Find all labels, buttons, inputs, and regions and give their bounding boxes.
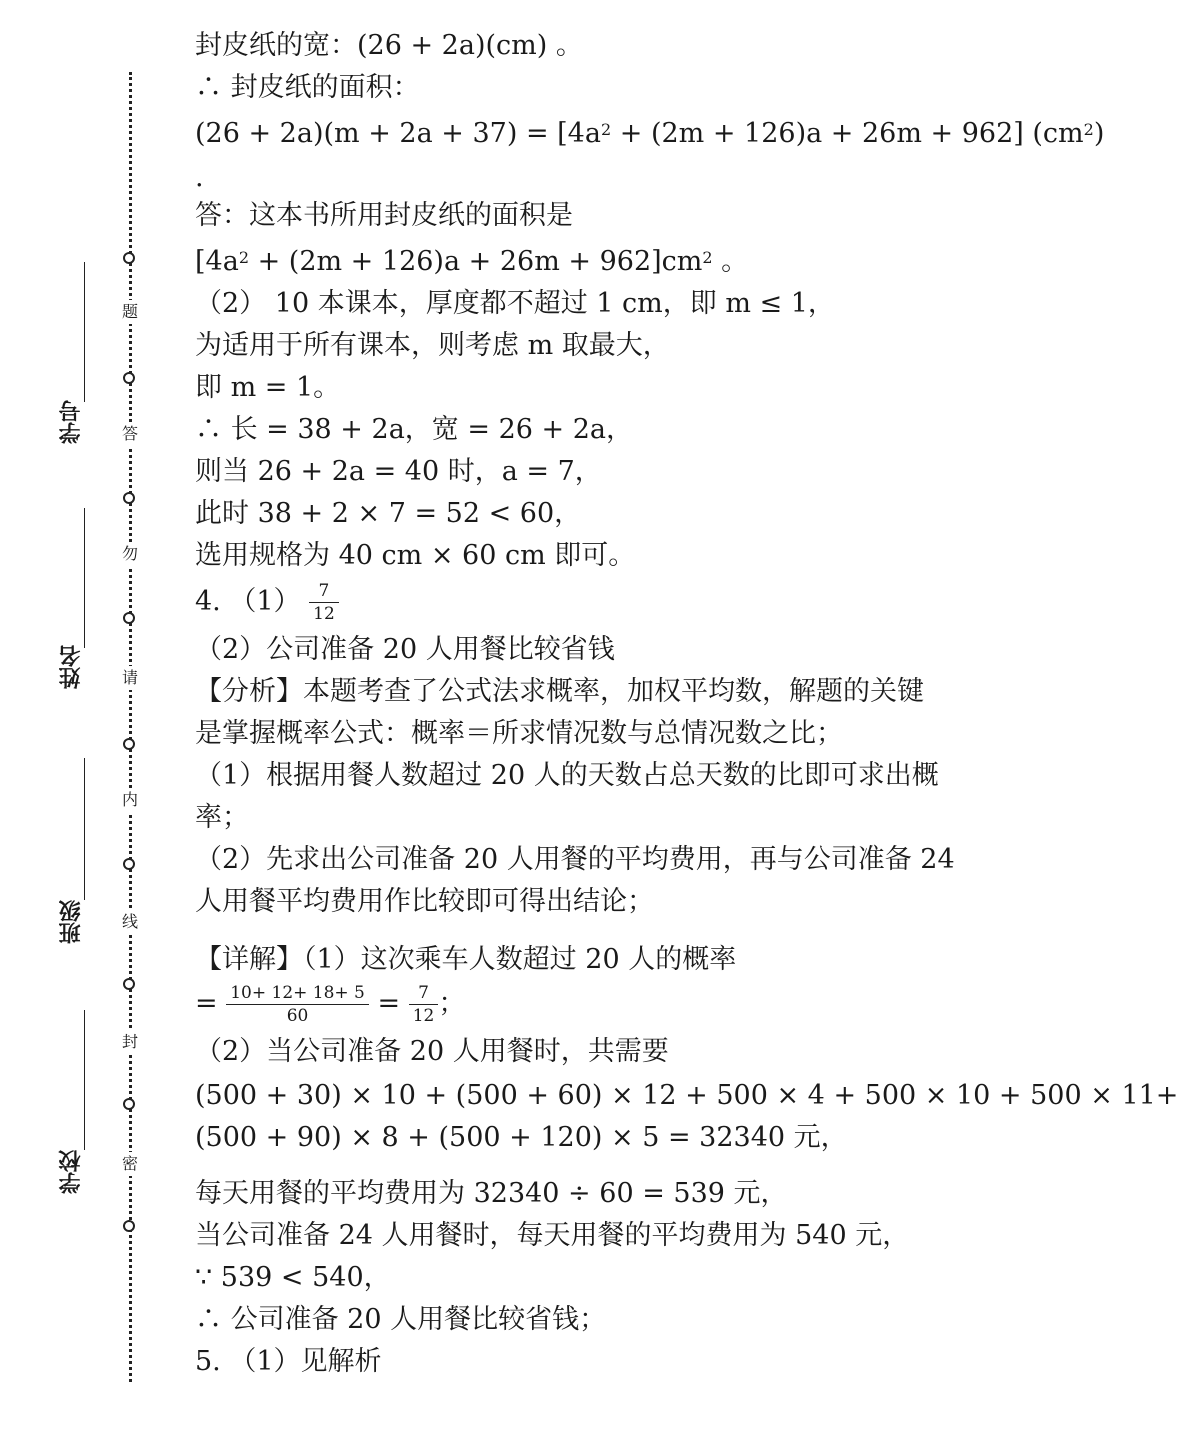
text-line: 当公司准备 24 人用餐时，每天用餐的平均费用为 540 元， <box>195 1220 910 1251</box>
text-segment: + (2m + 126)a + 26m + 962] (cm <box>611 118 1084 149</box>
text-line: (500 + 90) × 8 + (500 + 120) × 5 = 32340 元， <box>195 1122 848 1153</box>
school-field <box>60 1150 90 1194</box>
fill-line <box>84 758 85 900</box>
text-line: 封皮纸的宽：(26 + 2a)(cm) 。 <box>195 30 583 61</box>
text-segment: 4. （1） <box>195 586 301 617</box>
field-label: 班级 <box>59 900 84 944</box>
seal-char: 封 <box>120 1030 140 1054</box>
denominator: 60 <box>286 1006 309 1026</box>
text-line: 即 m = 1。 <box>195 372 341 403</box>
fraction <box>226 982 369 1027</box>
text-line: ∴ 封皮纸的面积： <box>195 72 420 103</box>
text-line: (500 + 30) × 10 + (500 + 60) × 12 + 500 × 4 + 500 × 10 + 500 × 11+ <box>195 1080 1178 1111</box>
text-segment: [4a <box>195 246 239 277</box>
circle-mark <box>123 1220 135 1232</box>
text-line: （2）公司准备 20 人用餐比较省钱 <box>195 634 615 665</box>
field-label: 姓名 <box>59 645 84 689</box>
superscript: 2 <box>702 248 713 267</box>
text-segment: (26 + 2a)(m + 2a + 37) = [4a <box>195 118 601 149</box>
fraction <box>409 982 439 1027</box>
circle-mark <box>123 252 135 264</box>
numerator: 7 <box>409 982 439 1005</box>
text-line: （2） 10 本课本，厚度都不超过 1 cm，即 m ≤ 1， <box>195 288 835 319</box>
text-line: 率； <box>195 802 249 833</box>
text-segment: ； <box>438 988 466 1019</box>
text-line: 是掌握概率公式：概率＝所求情况数与总情况数之比； <box>195 718 843 749</box>
text-line: ∴ 公司准备 20 人用餐比较省钱； <box>195 1304 607 1335</box>
text-line: （2）先求出公司准备 20 人用餐的平均费用，再与公司准备 24 <box>195 844 955 875</box>
text-line: ∵ 539 < 540， <box>195 1262 391 1293</box>
denominator: 12 <box>313 604 335 624</box>
text-segment: + (2m + 126)a + 26m + 962]cm <box>249 246 703 277</box>
text-line: 为适用于所有课本，则考虑 m 取最大， <box>195 330 670 361</box>
seal-char: 密 <box>120 1152 140 1176</box>
text-line: （1）根据用餐人数超过 20 人的天数占总天数的比即可求出概 <box>195 760 939 791</box>
text-line: 【详解】（1）这次乘车人数超过 20 人的概率 <box>195 944 737 975</box>
text-segment: = <box>377 988 401 1019</box>
text-line: 【分析】本题考查了公式法求概率，加权平均数，解题的关键 <box>195 676 924 707</box>
fill-line <box>84 262 85 402</box>
numerator: 7 <box>309 580 339 603</box>
text-line: 人用餐平均费用作比较即可得出结论； <box>195 886 654 917</box>
class-field <box>60 900 90 944</box>
circle-mark <box>123 738 135 750</box>
student-id-field <box>60 400 90 444</box>
name-field <box>60 645 90 689</box>
field-label: 学号 <box>59 400 84 444</box>
fraction <box>309 580 339 625</box>
area-answer-line <box>195 244 748 280</box>
seal-char: 请 <box>120 666 140 690</box>
superscript: 2 <box>600 120 612 139</box>
circle-mark <box>123 612 135 624</box>
seal-char: 线 <box>120 910 140 934</box>
text-line: ∴ 长 = 38 + 2a，宽 = 26 + 2a， <box>195 414 633 445</box>
text-line: 此时 38 + 2 × 7 = 52 < 60， <box>195 498 582 529</box>
field-label: 学校 <box>59 1150 84 1194</box>
circle-mark <box>123 1098 135 1110</box>
fill-line <box>84 1010 85 1150</box>
text-segment: ) <box>1093 118 1105 149</box>
text-segment: = <box>195 988 218 1019</box>
seal-char: 题 <box>120 300 140 324</box>
superscript: 2 <box>238 248 249 267</box>
seal-char: 答 <box>120 422 140 446</box>
fill-line <box>84 508 85 648</box>
binding-margin <box>0 0 180 1440</box>
numerator: 10+ 12+ 18+ 5 <box>226 982 369 1005</box>
circle-mark <box>123 978 135 990</box>
seal-dotted-line <box>129 72 132 1382</box>
text-segment: 。 <box>712 246 749 277</box>
text-line: 答：这本书所用封皮纸的面积是 <box>195 200 573 231</box>
text-line: 每天用餐的平均费用为 32340 ÷ 60 = 539 元， <box>195 1178 788 1209</box>
circle-mark <box>123 858 135 870</box>
text-line: 选用规格为 40 cm × 60 cm 即可。 <box>195 540 636 571</box>
superscript: 2 <box>1083 120 1094 139</box>
seal-char: 内 <box>120 788 140 812</box>
text-line: （2）当公司准备 20 人用餐时，共需要 <box>195 1036 669 1067</box>
text-line: 5. （1）见解析 <box>195 1346 382 1377</box>
area-formula-line <box>195 116 1104 152</box>
text-line: . <box>195 162 204 193</box>
circle-mark <box>123 492 135 504</box>
seal-char: 勿 <box>120 542 140 566</box>
probability-formula-line <box>195 982 465 1027</box>
text-line: 则当 26 + 2a = 40 时，a = 7， <box>195 456 602 487</box>
circle-mark <box>123 372 135 384</box>
question-4-line <box>195 580 339 625</box>
denominator: 12 <box>412 1006 435 1026</box>
